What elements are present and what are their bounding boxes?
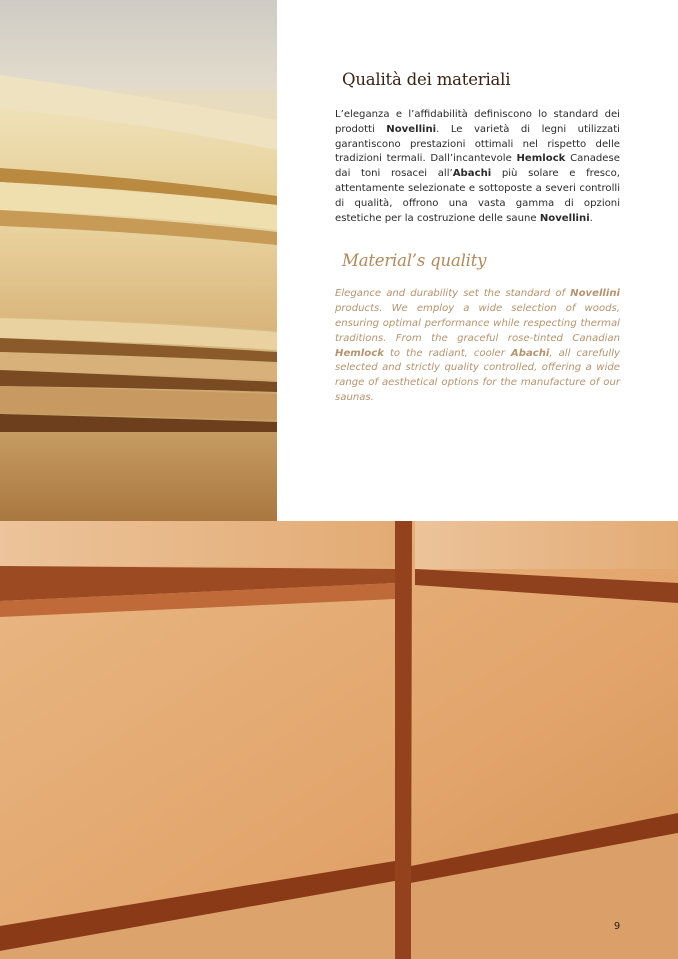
page-number: 9: [613, 921, 621, 932]
heading-english: Material’s quality: [342, 251, 487, 271]
paragraph-italian: L’eleganza e l’affidabilità definiscono lo standard dei prodotti Novellini. Le varietà di legni utilizzati garantiscono prestazioni ottimali nel rispetto delle tradizioni termali. Dall’incantevole Hemlock Canadese dai toni rosacei all’Abachi più solare e fresco, attentamente selezionate e sottoposte a severi controlli di qualità, offrono una vasta gamma di opzioni estetiche per la costruzione delle saune Novellini.: [335, 109, 620, 224]
text-column: [335, 70, 620, 406]
wood-panels-photo: [0, 521, 678, 959]
paragraph-english: Elegance and durability set the standard of Novellini products. We employ a wide selection of woods, ensuring optimal performance while respecting thermal traditions. From the graceful rose-tinted Canadian Hemlock to the radiant, cooler Abachi, all carefully selected and strictly quality controlled, offering a wide range of aesthetical options for the manufacture of our saunas.: [335, 288, 620, 403]
heading-italian: Qualità dei materiali: [342, 70, 511, 89]
wood-veneer-photo: [0, 0, 277, 521]
